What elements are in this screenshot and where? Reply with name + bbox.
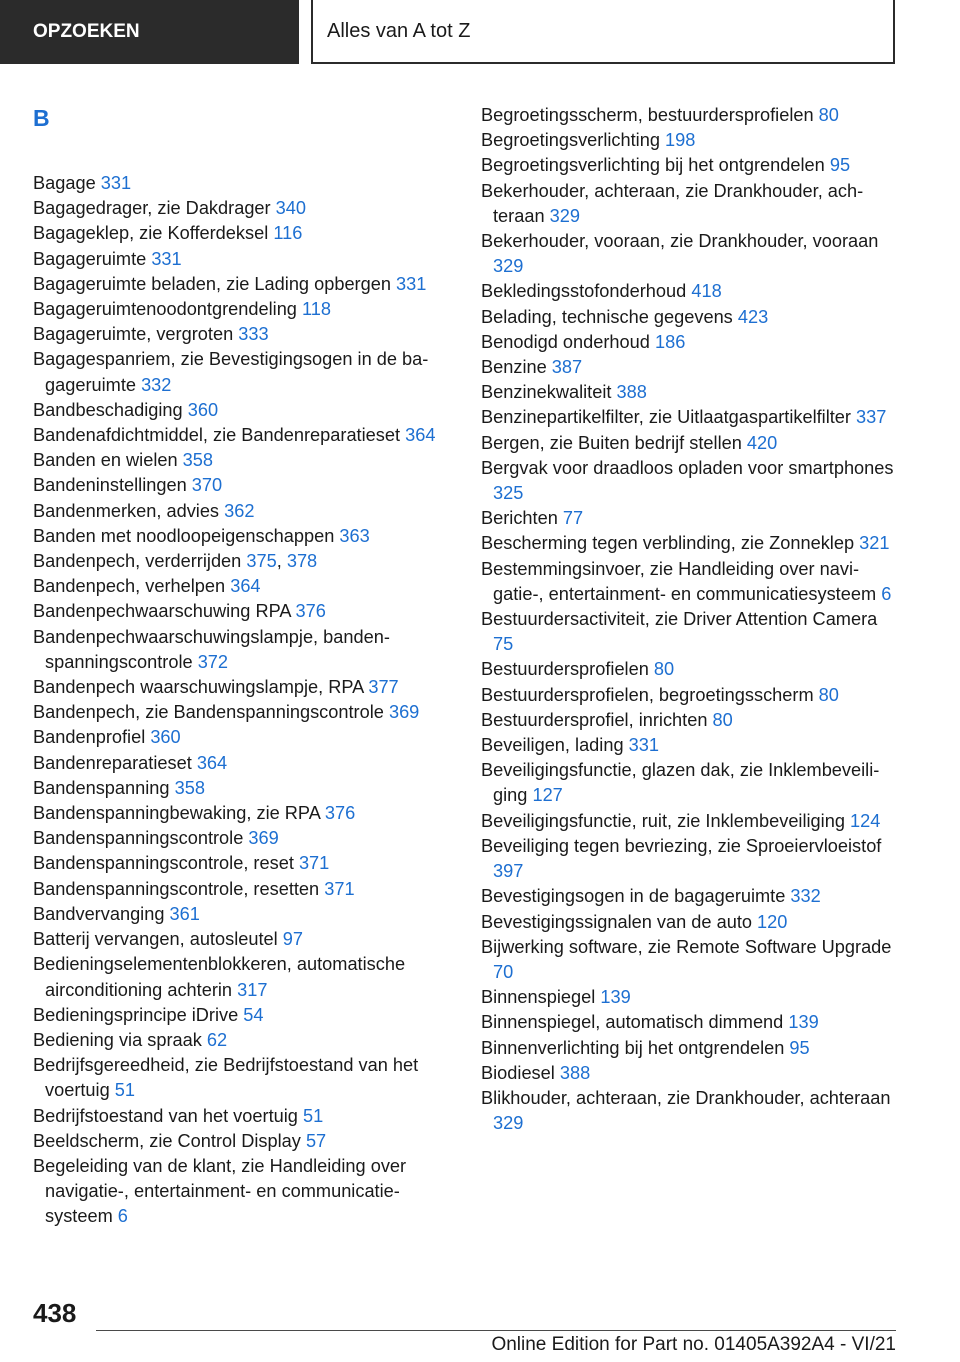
page-reference-link[interactable]: 329 [493, 1113, 524, 1134]
index-entry [481, 708, 901, 733]
page-reference-link[interactable]: 6 [117, 1206, 128, 1227]
index-entry-text: Bergen, zie Buiten bedrijf stellen [481, 432, 742, 453]
index-entry [481, 758, 901, 808]
page-reference-link[interactable]: 80 [818, 684, 839, 705]
page-reference-link[interactable]: 77 [562, 508, 584, 529]
page-reference-link[interactable]: 363 [339, 525, 370, 546]
page-reference-link[interactable]: 332 [141, 374, 172, 395]
index-entry [33, 700, 448, 725]
index-entry [33, 851, 448, 876]
page-header-title [313, 0, 895, 64]
index-entry [481, 355, 901, 380]
index-entry [33, 927, 448, 952]
index-entry-text: Bandenpech, verderrijden [33, 551, 242, 572]
index-entry [481, 1010, 901, 1035]
index-entry-text: Bandenpech waarschuwingslampje, RPA [33, 677, 364, 698]
index-entry [33, 675, 448, 700]
page-reference-link[interactable]: 364 [405, 425, 436, 446]
index-entry-text: Bestuurdersprofiel, inrichten [481, 709, 708, 730]
section-letter: B [33, 105, 50, 131]
index-entry [33, 1154, 448, 1230]
page-reference-link[interactable]: 361 [169, 903, 200, 924]
index-entry-text: Beveiligingsfunctie, glazen dak, zie Inklembeveiliging [481, 760, 880, 806]
page-reference-link[interactable]: 376 [295, 601, 326, 622]
index-entry-text: Biodiesel [481, 1062, 555, 1083]
index-entry [481, 305, 901, 330]
index-entry [33, 322, 448, 347]
right-entries-list [481, 103, 901, 1136]
page-reference-link[interactable]: 377 [368, 677, 399, 698]
page-reference-link[interactable]: 57 [305, 1130, 327, 1151]
page-reference-link[interactable]: 370 [191, 475, 223, 496]
index-entry-text: Benodigd onderhoud [481, 331, 650, 352]
index-entry [33, 826, 448, 851]
page-reference-link[interactable]: 70 [493, 961, 514, 982]
index-entry [481, 531, 901, 556]
index-entry-text: Binnenverlichting bij het ontgrendelen [481, 1037, 785, 1058]
index-entry [481, 279, 901, 304]
page-reference-link[interactable]: 62 [206, 1029, 228, 1050]
page-reference-link[interactable]: 321 [859, 533, 890, 554]
page-reference-link[interactable]: 118 [302, 299, 331, 320]
page-reference-link[interactable]: 369 [248, 828, 279, 849]
index-entry [33, 725, 448, 750]
index-entry-text: Bandenspanningbewaking, zie RPA [33, 803, 320, 824]
page-reference-link[interactable]: 75 [493, 634, 514, 655]
index-entry [33, 877, 448, 902]
index-entry [481, 103, 901, 128]
index-entry-text: Benzine [481, 357, 547, 378]
page-reference-link[interactable]: 360 [187, 399, 219, 420]
index-entry [33, 751, 448, 776]
page-reference-link[interactable]: 325 [493, 483, 524, 504]
index-entry [33, 801, 448, 826]
page-reference-link[interactable]: 378 [286, 551, 318, 572]
index-entry [33, 297, 448, 322]
index-entry-text: Bagageruimte [33, 248, 147, 269]
index-entry-text: Bandbeschadiging [33, 399, 183, 420]
index-entry-text: Bevestigingssignalen van de auto [481, 911, 752, 932]
index-entry [481, 1036, 901, 1061]
index-entry [33, 1104, 448, 1129]
page-reference-link[interactable]: 6 [881, 583, 892, 604]
index-entry [481, 405, 901, 430]
index-entry-text: Beveiliging tegen bevriezing, zie Sproeiervloeistof [481, 835, 882, 856]
index-entry-text: Bestuurdersprofielen [481, 659, 649, 680]
index-entry-text: Bandenpechwaarschuwingslampje, bandenspanningscontrole [33, 626, 390, 672]
index-entry-text: Bediening via spraak [33, 1029, 202, 1050]
index-entry [33, 247, 448, 272]
page-reference-link[interactable]: 198 [665, 130, 696, 151]
index-entry-text: Bandenmerken, advies [33, 500, 220, 521]
page-reference-link[interactable]: 329 [549, 205, 580, 226]
index-entry-text: Bestuurdersactiviteit, zie Driver Attention Camera [481, 609, 878, 630]
index-entry-text: Bandenafdichtmiddel, zie Bandenreparatieset [33, 425, 401, 446]
index-entry-text: Bevestigingsogen in de bagageruimte [481, 886, 786, 907]
index-entry [33, 1129, 448, 1154]
index-entry [33, 1053, 448, 1103]
page-reference-link[interactable]: 371 [324, 878, 355, 899]
index-entry [33, 499, 448, 524]
index-column-right [481, 103, 901, 1136]
header-title-text: Alles van A tot Z [327, 19, 471, 42]
index-entry-text: Banden met noodloopeigenschappen [33, 525, 335, 546]
index-entry-text: Begroetingsscherm, bestuurdersprofielen [481, 105, 814, 125]
index-entry-text: Beveiligen, lading [481, 735, 624, 756]
page-reference-link[interactable]: 95 [789, 1037, 810, 1058]
page-reference-link[interactable]: 332 [790, 886, 821, 907]
index-entry [481, 229, 901, 279]
page-reference-link[interactable]: 337 [856, 407, 887, 428]
edition-note: Online Edition for Part no. 01405A392A4 - VI/21 [491, 1334, 896, 1355]
index-entry [33, 196, 448, 221]
index-entry-text: Bekerhouder, achteraan, zie Drankhouder, achteraan [481, 180, 864, 226]
index-entry-text: Benzinepartikelfilter, zie Uitlaatgaspartikelfilter [481, 407, 851, 428]
index-entry-text: Bandeninstellingen [33, 475, 187, 496]
index-entry [481, 683, 901, 708]
page-reference-link[interactable]: 139 [788, 1012, 819, 1033]
page-reference-link[interactable]: 331 [628, 735, 659, 756]
page-reference-link[interactable]: 116 [273, 223, 303, 244]
page-reference-link[interactable]: 360 [150, 727, 181, 748]
page-reference-link[interactable]: 127 [532, 785, 563, 806]
index-entry-text: Bestuurdersprofielen, begroetingsscherm [481, 684, 814, 705]
page-reference-link[interactable]: 423 [737, 306, 769, 327]
index-entry-text: Begeleiding van de klant, zie Handleiding over navigatie-, entertainment- en communicatiesysteem [33, 1155, 407, 1227]
page-reference-link[interactable]: 186 [654, 331, 686, 352]
index-entry-text: Bandenspanningscontrole, resetten [33, 878, 320, 899]
index-entry [481, 330, 901, 355]
index-entry-text: Bagagespanriem, zie Bevestigingsogen in de bagageruimte [33, 349, 429, 395]
index-entry [33, 524, 448, 549]
index-entry [481, 607, 901, 657]
page-reference-link[interactable]: 80 [712, 709, 733, 730]
index-entry [481, 935, 901, 985]
page-reference-link[interactable]: 397 [493, 861, 524, 882]
page-reference-link[interactable]: 340 [275, 198, 307, 219]
index-entry [33, 1028, 448, 1053]
index-entry-text: Bedrijfstoestand van het voertuig [33, 1105, 298, 1126]
page-reference-link[interactable]: 358 [174, 777, 205, 798]
index-entry-text: Bekledingsstofonderhoud [481, 281, 687, 302]
page-reference-link[interactable]: 358 [182, 450, 214, 471]
index-entry [481, 657, 901, 682]
index-entry-text: Bandenpech, zie Bandenspanningscontrole [33, 702, 384, 723]
section-tab-label: OPZOEKEN [33, 21, 140, 42]
index-entry [33, 902, 448, 927]
page-reference-link[interactable]: 329 [493, 256, 524, 277]
index-entry [33, 272, 448, 297]
index-entry-text: Bandenspanningscontrole, reset [33, 853, 294, 874]
index-entry [33, 473, 448, 498]
page-reference-link[interactable]: 124 [850, 810, 881, 831]
index-entry-text: Benzinekwaliteit [481, 382, 612, 403]
index-entry [481, 910, 901, 935]
index-entry-text: Bergvak voor draadloos opladen voor smartphones [481, 457, 894, 478]
index-entry-text: Bestemmingsinvoer, zie Handleiding over navigatie-, entertainment- en communicatiesysteem [481, 558, 877, 604]
page-reference-link[interactable]: 97 [282, 929, 303, 950]
left-entries-list [33, 171, 448, 1230]
index-entry: Bandenpech, verderrijden 375, 378 [33, 551, 318, 572]
index-entry [481, 128, 901, 153]
section-tab [0, 0, 299, 64]
index-entry-text: Bagageruimte beladen, zie Lading opbergen [33, 273, 391, 294]
page-reference-link[interactable]: 80 [653, 659, 675, 680]
index-entry [481, 985, 901, 1010]
index-entry [481, 431, 901, 456]
page-reference-link[interactable]: 364 [230, 576, 261, 597]
page-reference-link[interactable]: 54 [243, 1004, 264, 1025]
index-entry-text: Begroetingsverlichting [481, 130, 660, 151]
index-entry [33, 776, 448, 801]
page-reference-link[interactable]: 51 [114, 1080, 136, 1101]
index-entry [481, 506, 901, 531]
index-entry-text: Beveiligingsfunctie, ruit, zie Inklembeveiliging [481, 810, 845, 831]
page-reference-link[interactable]: 376 [324, 803, 356, 824]
page-reference-link[interactable]: 139 [600, 987, 631, 1008]
page-reference-link[interactable]: 375 [246, 551, 277, 572]
index-entry-text: Bedrijfsgereedheid, zie Bedrijfstoestand van het voertuig [33, 1055, 419, 1101]
index-column-left [33, 103, 448, 1230]
index-entry-text: Bagageruimte, vergroten [33, 324, 234, 345]
index-entry-text: Berichten [481, 508, 558, 529]
page-reference-link[interactable]: 80 [818, 105, 839, 125]
index-entry [33, 448, 448, 473]
index-entry [33, 423, 448, 448]
index-entry [481, 179, 901, 229]
page-reference-link[interactable]: 317 [237, 979, 268, 1000]
index-entry-text: Beeldscherm, zie Control Display [33, 1130, 301, 1151]
index-entry [481, 557, 901, 607]
index-entry [33, 625, 448, 675]
index-entry-text: Bandenpechwaarschuwing RPA [33, 601, 291, 622]
index-entry-text: Bedieningselementenblokkeren, automatische airconditioning achterin [33, 954, 406, 1000]
index-entry-text: Binnenspiegel, automatisch dimmend [481, 1012, 784, 1033]
index-entry-text: Bagageruimtenoodontgrendeling [33, 299, 297, 320]
index-entry [481, 456, 901, 506]
index-entry [481, 153, 901, 178]
index-entry [481, 1061, 901, 1086]
index-entry-text: Bedieningsprincipe iDrive [33, 1004, 239, 1025]
index-entry-text: Bagage [33, 173, 96, 193]
index-entry [33, 599, 448, 624]
page-reference-link[interactable]: 369 [388, 702, 420, 723]
page-reference-link[interactable]: 362 [224, 500, 255, 521]
index-entry-text: Bandvervanging [33, 903, 165, 924]
index-entry [481, 834, 901, 884]
page-reference-link[interactable]: 331 [151, 248, 182, 269]
index-entry [481, 809, 901, 834]
index-entry [481, 884, 901, 909]
page-reference-link[interactable]: 372 [197, 651, 229, 672]
index-entry-text: Bandenspanning [33, 777, 170, 798]
page-reference-link[interactable]: 51 [302, 1105, 324, 1126]
index-entry-text: Bandenpech, verhelpen [33, 576, 226, 597]
index-entry [33, 221, 448, 246]
index-entry-text: Bekerhouder, vooraan, zie Drankhouder, vooraan [481, 231, 879, 252]
index-entry [33, 347, 448, 397]
index-entry [33, 952, 448, 1002]
page-reference-link[interactable]: 333 [238, 324, 269, 345]
index-entry [33, 574, 448, 599]
footer-divider [96, 1330, 896, 1331]
page-reference-link[interactable]: 420 [746, 432, 778, 453]
page-reference-link[interactable]: 388 [559, 1062, 591, 1083]
index-entry-text: Bagagedrager, zie Dakdrager [33, 198, 271, 219]
page-reference-link[interactable]: 371 [298, 853, 330, 874]
index-entry [481, 380, 901, 405]
index-entry-text: Bandenspanningscontrole [33, 828, 244, 849]
page-reference-link[interactable]: 418 [691, 281, 722, 302]
index-entry [481, 733, 901, 758]
page-reference-link[interactable]: 331 [396, 273, 427, 294]
page-reference-link[interactable]: 120 [757, 911, 788, 932]
index-entry-text: Bagageklep, zie Kofferdeksel [33, 223, 269, 244]
index-entry-text: Batterij vervangen, autosleutel [33, 929, 278, 950]
page-reference-link[interactable]: 364 [196, 752, 228, 773]
index-entry-text: Binnenspiegel [481, 987, 596, 1008]
index-entry [33, 398, 448, 423]
index-entry-text: Belading, technische gegevens [481, 306, 733, 327]
page-reference-link[interactable]: 388 [616, 382, 647, 403]
page-number: 438 [33, 1298, 77, 1328]
index-entry-text: Banden en wielen [33, 450, 178, 471]
index-entry [481, 1086, 901, 1136]
page-reference-link[interactable]: 95 [829, 155, 851, 176]
index-entry [33, 1003, 448, 1028]
index-entry-text: Bescherming tegen verblinding, zie Zonneklep [481, 533, 855, 554]
index-entry [33, 171, 448, 196]
index-entry-text: Bijwerking software, zie Remote Software Upgrade [481, 936, 892, 957]
index-entry-text: Blikhouder, achteraan, zie Drankhouder, achteraan [481, 1087, 891, 1108]
page-reference-link[interactable]: 387 [551, 357, 583, 378]
index-entry-text: Bandenprofiel [33, 727, 146, 748]
index-entry-text: Begroetingsverlichting bij het ontgrendelen [481, 155, 825, 176]
page-reference-link[interactable]: 331 [100, 173, 132, 193]
index-entry-text: Bandenreparatieset [33, 752, 192, 773]
